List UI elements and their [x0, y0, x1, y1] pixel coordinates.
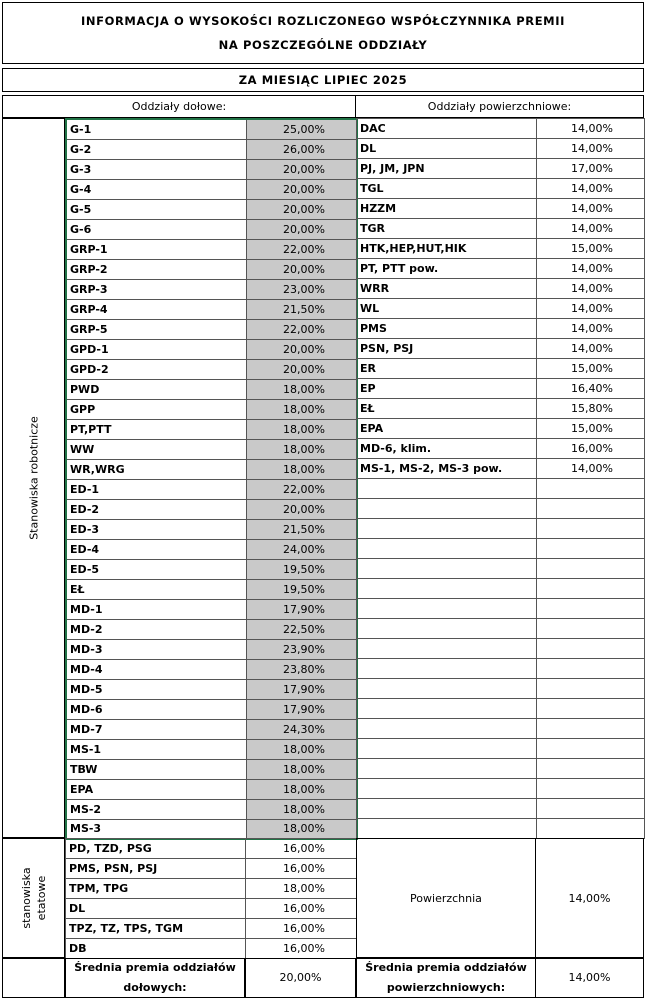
table-row	[357, 319, 645, 339]
table-row	[66, 399, 357, 419]
powierzchniowe-table	[356, 118, 645, 839]
table-row	[357, 599, 645, 619]
table-row	[357, 279, 645, 299]
table-row	[66, 459, 357, 479]
row-value: 14,00%	[537, 119, 645, 139]
table-row	[357, 479, 645, 499]
row-name: GRP-5	[66, 319, 246, 339]
row-value: 16,40%	[537, 379, 645, 399]
table-row	[357, 819, 645, 839]
row-value: 22,00%	[246, 319, 357, 339]
table-row	[66, 879, 357, 899]
row-value	[537, 579, 645, 599]
row-value: 19,50%	[246, 579, 357, 599]
row-value: 24,30%	[246, 719, 357, 739]
row-name: GPD-1	[66, 339, 246, 359]
table-row	[357, 699, 645, 719]
row-value: 14,00%	[537, 139, 645, 159]
row-name: GRP-4	[66, 299, 246, 319]
table-row	[66, 279, 357, 299]
row-value	[537, 539, 645, 559]
row-value	[537, 779, 645, 799]
row-name: GRP-2	[66, 259, 246, 279]
table-row	[66, 299, 357, 319]
row-value: 15,80%	[537, 399, 645, 419]
row-name: DL	[66, 899, 246, 919]
table-row	[357, 519, 645, 539]
row-value: 22,00%	[246, 239, 357, 259]
table-row	[66, 919, 357, 939]
row-value: 18,00%	[246, 399, 357, 419]
row-name	[357, 659, 537, 679]
table-row	[66, 519, 357, 539]
row-value: 18,00%	[246, 419, 357, 439]
row-name: WW	[66, 439, 246, 459]
row-name: MS-1	[66, 739, 246, 759]
table-row	[357, 199, 645, 219]
row-name: MD-7	[66, 719, 246, 739]
srednia-pow-line-1: Średnia premia oddziałów	[365, 961, 527, 974]
row-value: 20,00%	[246, 179, 357, 199]
row-name	[357, 599, 537, 619]
row-name: DAC	[357, 119, 537, 139]
table-row	[66, 199, 357, 219]
row-value: 14,00%	[537, 279, 645, 299]
row-value: 14,00%	[537, 339, 645, 359]
row-name: ED-5	[66, 559, 246, 579]
row-name	[357, 799, 537, 819]
row-value: 15,00%	[537, 239, 645, 259]
row-value: 14,00%	[537, 179, 645, 199]
srednia-pow-line-2: powierzchniowych:	[386, 981, 506, 994]
row-name: WR,WRG	[66, 459, 246, 479]
table-row	[66, 679, 357, 699]
row-name: EPA	[357, 419, 537, 439]
row-value: 23,90%	[246, 639, 357, 659]
table-row	[66, 379, 357, 399]
row-name	[357, 479, 537, 499]
table-row	[66, 319, 357, 339]
row-value: 20,00%	[246, 159, 357, 179]
row-value: 18,00%	[246, 799, 357, 819]
table-row	[66, 699, 357, 719]
table-row	[66, 539, 357, 559]
table-row	[357, 659, 645, 679]
row-value: 16,00%	[246, 919, 357, 939]
row-value: 20,00%	[246, 199, 357, 219]
row-value: 25,00%	[246, 119, 357, 139]
row-name: ED-3	[66, 519, 246, 539]
table-row	[66, 899, 357, 919]
row-name: G-4	[66, 179, 246, 199]
title-line-1: INFORMACJA O WYSOKOŚCI ROZLICZONEGO WSPÓŁCZYNNIKA PREMII	[81, 14, 565, 28]
srednia-pow-value: 14,00%	[535, 958, 644, 998]
table-row	[66, 939, 357, 959]
table-row	[66, 439, 357, 459]
row-name: G-1	[66, 119, 246, 139]
row-value: 21,50%	[246, 519, 357, 539]
row-value: 21,50%	[246, 299, 357, 319]
row-name: MD-3	[66, 639, 246, 659]
row-name	[357, 779, 537, 799]
row-name	[357, 519, 537, 539]
row-name	[357, 539, 537, 559]
row-name: PT, PTT pow.	[357, 259, 537, 279]
table-row	[357, 719, 645, 739]
table-row	[66, 639, 357, 659]
row-value: 16,00%	[246, 859, 357, 879]
row-value: 19,50%	[246, 559, 357, 579]
table-row	[66, 759, 357, 779]
row-name: WL	[357, 299, 537, 319]
table-row	[357, 739, 645, 759]
row-name: MD-1	[66, 599, 246, 619]
table-row	[357, 579, 645, 599]
footer-empty-cell	[2, 958, 65, 998]
table-row	[66, 799, 357, 819]
row-name	[357, 619, 537, 639]
powierzchnia-label: Powierzchnia	[356, 838, 536, 958]
row-name: MD-5	[66, 679, 246, 699]
table-row	[357, 639, 645, 659]
row-name: EPA	[66, 779, 246, 799]
row-value: 18,00%	[246, 459, 357, 479]
document-title	[2, 2, 644, 64]
row-value: 18,00%	[246, 739, 357, 759]
table-row	[66, 719, 357, 739]
row-value: 17,90%	[246, 679, 357, 699]
table-row	[66, 779, 357, 799]
table-row	[66, 839, 357, 859]
table-row	[357, 259, 645, 279]
row-name	[357, 639, 537, 659]
row-name: ER	[357, 359, 537, 379]
table-row	[66, 259, 357, 279]
robotnicze-side-label	[2, 118, 65, 838]
row-name: MD-4	[66, 659, 246, 679]
row-value: 18,00%	[246, 759, 357, 779]
row-value: 23,80%	[246, 659, 357, 679]
etatowe-table	[65, 838, 357, 959]
row-value	[537, 819, 645, 839]
row-value	[537, 479, 645, 499]
row-value	[537, 799, 645, 819]
table-row	[357, 339, 645, 359]
table-row	[357, 419, 645, 439]
table-row	[66, 139, 357, 159]
row-name: ED-1	[66, 479, 246, 499]
table-row	[357, 119, 645, 139]
row-value: 20,00%	[246, 219, 357, 239]
etatowe-side-label	[2, 838, 65, 958]
row-value	[537, 639, 645, 659]
row-name: G-5	[66, 199, 246, 219]
row-value	[537, 719, 645, 739]
row-value	[537, 599, 645, 619]
row-name: TGL	[357, 179, 537, 199]
table-row	[66, 339, 357, 359]
row-value: 14,00%	[537, 319, 645, 339]
row-name: G-2	[66, 139, 246, 159]
row-name: MS-3	[66, 819, 246, 839]
srednia-pow-label	[356, 958, 536, 998]
row-name: WRR	[357, 279, 537, 299]
row-value: 20,00%	[246, 359, 357, 379]
table-row	[357, 759, 645, 779]
table-row	[357, 559, 645, 579]
row-value: 16,00%	[246, 839, 357, 859]
row-value	[537, 759, 645, 779]
row-name: ED-4	[66, 539, 246, 559]
row-name: MS-2	[66, 799, 246, 819]
table-row	[66, 819, 357, 839]
row-value: 15,00%	[537, 359, 645, 379]
table-row	[66, 659, 357, 679]
table-row	[66, 579, 357, 599]
row-name: TPM, TPG	[66, 879, 246, 899]
table-row	[357, 399, 645, 419]
row-value	[537, 659, 645, 679]
row-name	[357, 559, 537, 579]
row-value: 22,00%	[246, 479, 357, 499]
table-row	[357, 159, 645, 179]
row-name: PJ, JM, JPN	[357, 159, 537, 179]
row-name: GRP-1	[66, 239, 246, 259]
header-powierzchniowe: Oddziały powierzchniowe:	[355, 95, 644, 118]
table-row	[357, 219, 645, 239]
row-name	[357, 759, 537, 779]
row-name	[357, 499, 537, 519]
row-value: 14,00%	[537, 259, 645, 279]
table-row	[66, 499, 357, 519]
row-value: 20,00%	[246, 259, 357, 279]
header-dolowe: Oddziały dołowe:	[2, 95, 356, 118]
table-row	[357, 779, 645, 799]
table-row	[357, 379, 645, 399]
row-name: TPZ, TZ, TPS, TGM	[66, 919, 246, 939]
table-row	[66, 419, 357, 439]
row-value: 16,00%	[537, 439, 645, 459]
etatowe-label-line-2: etatowe	[34, 875, 48, 921]
row-value: 15,00%	[537, 419, 645, 439]
table-row	[357, 439, 645, 459]
row-name	[357, 719, 537, 739]
row-name: MD-2	[66, 619, 246, 639]
row-name: G-6	[66, 219, 246, 239]
row-name: PMS, PSN, PSJ	[66, 859, 246, 879]
table-row	[357, 179, 645, 199]
srednia-dolowe-line-1: Średnia premia oddziałów	[74, 961, 236, 974]
title-line-2: NA POSZCZEGÓLNE ODDZIAŁY	[218, 38, 428, 52]
row-name: PD, TZD, PSG	[66, 839, 246, 859]
row-name: HZZM	[357, 199, 537, 219]
powierzchnia-value: 14,00%	[535, 838, 644, 958]
row-name: EŁ	[66, 579, 246, 599]
row-name: EŁ	[357, 399, 537, 419]
row-name: TGR	[357, 219, 537, 239]
row-value: 14,00%	[537, 199, 645, 219]
row-value: 26,00%	[246, 139, 357, 159]
row-name	[357, 679, 537, 699]
row-name: ED-2	[66, 499, 246, 519]
table-row	[66, 239, 357, 259]
month-label: ZA MIESIĄC LIPIEC 2025	[2, 68, 644, 92]
row-value	[537, 559, 645, 579]
row-name: MD-6, klim.	[357, 439, 537, 459]
row-value: 18,00%	[246, 819, 357, 839]
table-row	[357, 139, 645, 159]
row-value: 18,00%	[246, 379, 357, 399]
srednia-dolowe-value: 20,00%	[245, 958, 356, 998]
row-name: MS-1, MS-2, MS-3 pow.	[357, 459, 537, 479]
row-name: MD-6	[66, 699, 246, 719]
dolowe-table	[65, 118, 358, 840]
row-name: GPD-2	[66, 359, 246, 379]
row-value	[537, 699, 645, 719]
row-value	[537, 619, 645, 639]
row-name: EP	[357, 379, 537, 399]
table-row	[357, 359, 645, 379]
table-row	[357, 539, 645, 559]
etatowe-label-line-1: stanowiska	[19, 867, 33, 929]
row-name: GPP	[66, 399, 246, 419]
srednia-dolowe-line-2: dołowych:	[123, 981, 187, 994]
row-value: 23,00%	[246, 279, 357, 299]
row-value: 20,00%	[246, 499, 357, 519]
table-row	[66, 859, 357, 879]
row-value: 24,00%	[246, 539, 357, 559]
row-name: G-3	[66, 159, 246, 179]
row-name: GRP-3	[66, 279, 246, 299]
row-name: PSN, PSJ	[357, 339, 537, 359]
row-value: 16,00%	[246, 899, 357, 919]
row-name	[357, 739, 537, 759]
row-name: PT,PTT	[66, 419, 246, 439]
row-value: 17,90%	[246, 599, 357, 619]
table-row	[66, 559, 357, 579]
row-value: 18,00%	[246, 439, 357, 459]
row-name: DB	[66, 939, 246, 959]
table-row	[66, 159, 357, 179]
table-row	[66, 119, 357, 139]
row-value: 20,00%	[246, 339, 357, 359]
table-row	[357, 459, 645, 479]
table-row	[357, 239, 645, 259]
row-name: PWD	[66, 379, 246, 399]
table-row	[66, 739, 357, 759]
table-row	[66, 599, 357, 619]
row-value: 14,00%	[537, 219, 645, 239]
row-name	[357, 699, 537, 719]
row-value: 17,90%	[246, 699, 357, 719]
row-value: 14,00%	[537, 459, 645, 479]
row-name: PMS	[357, 319, 537, 339]
table-row	[66, 479, 357, 499]
row-value	[537, 739, 645, 759]
table-row	[66, 359, 357, 379]
table-row	[357, 619, 645, 639]
table-row	[357, 679, 645, 699]
row-name: HTK,HEP,HUT,HIK	[357, 239, 537, 259]
table-row	[66, 619, 357, 639]
row-value: 17,00%	[537, 159, 645, 179]
row-name: DL	[357, 139, 537, 159]
row-value	[537, 519, 645, 539]
row-value: 22,50%	[246, 619, 357, 639]
table-row	[357, 499, 645, 519]
robotnicze-label-text: Stanowiska robotnicze	[27, 416, 40, 540]
row-name	[357, 579, 537, 599]
table-row	[357, 299, 645, 319]
table-row	[357, 799, 645, 819]
row-value: 18,00%	[246, 779, 357, 799]
row-name: TBW	[66, 759, 246, 779]
srednia-dolowe-label	[65, 958, 245, 998]
table-row	[66, 219, 357, 239]
row-value: 14,00%	[537, 299, 645, 319]
row-value	[537, 679, 645, 699]
table-row	[66, 179, 357, 199]
row-value	[537, 499, 645, 519]
etatowe-label-text	[19, 867, 49, 928]
row-value: 16,00%	[246, 939, 357, 959]
row-value: 18,00%	[246, 879, 357, 899]
row-name	[357, 819, 537, 839]
